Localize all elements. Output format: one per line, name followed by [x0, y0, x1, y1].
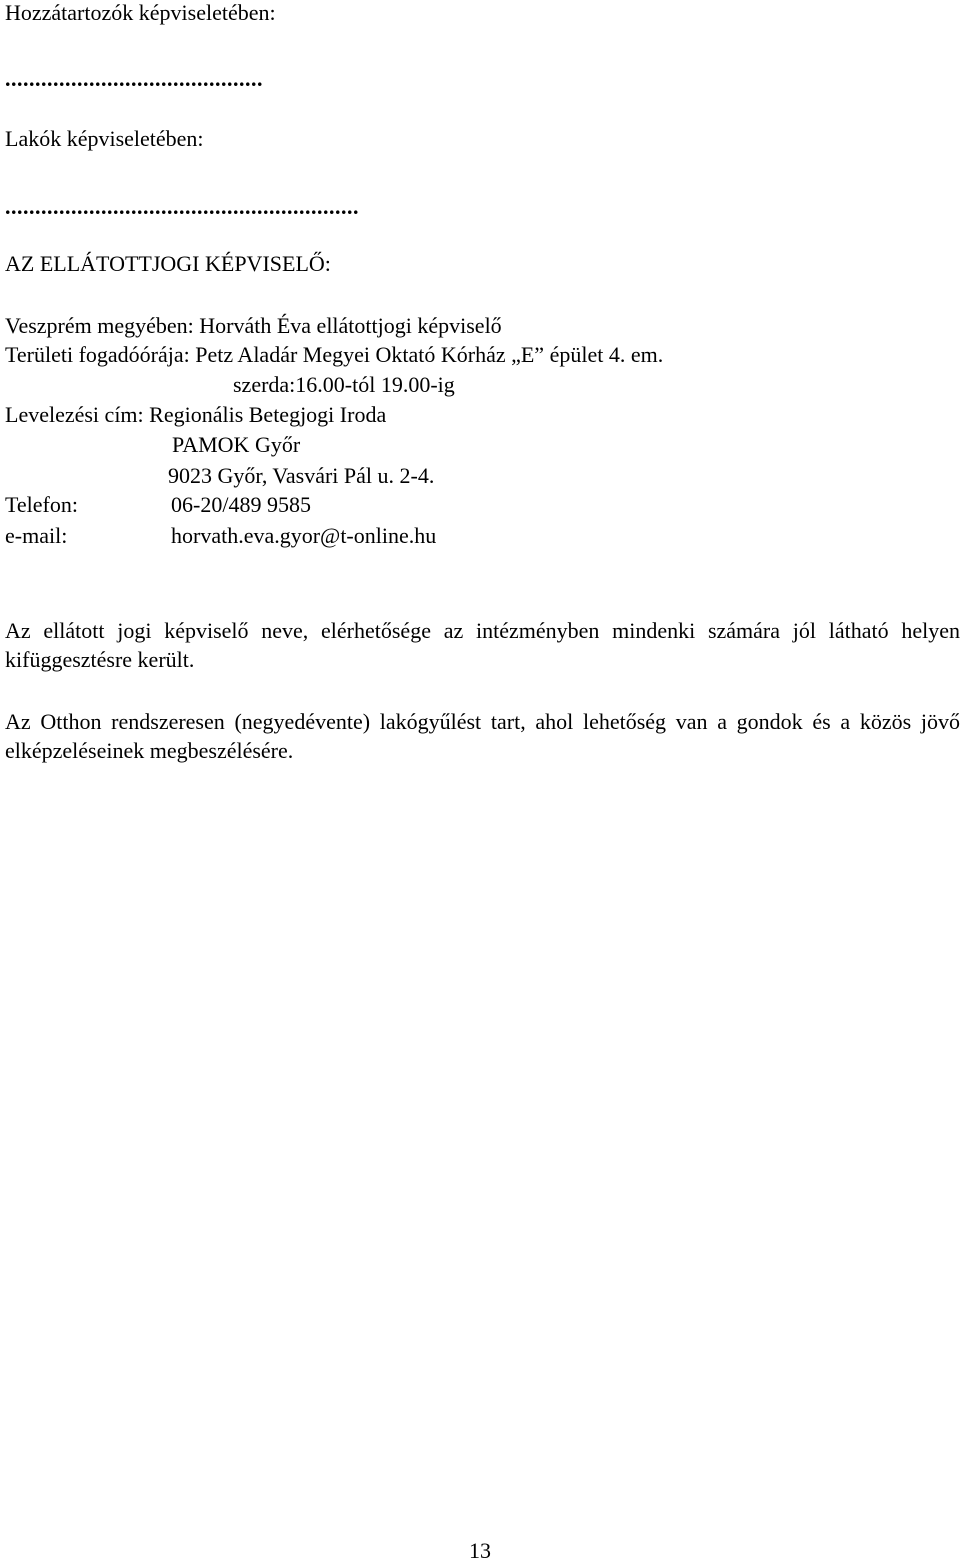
phone-row — [5, 492, 311, 518]
postal-label: Levelezési cím: — [5, 402, 144, 427]
email-row — [5, 523, 436, 549]
postal-address-row — [5, 402, 386, 428]
relatives-signature-line: ........................................... — [5, 66, 263, 91]
advocate-office-hours-line: Területi fogadóórája: Petz Aladár Megyei Oktató Kórház „E” épület 4. em. — [5, 342, 664, 367]
phone-label: Telefon: — [5, 492, 78, 517]
paragraph-advocate-notice: Az ellátott jogi képviselő neve, elérhetősége az intézményben mindenki számára jól látható helyen kifüggesztésre került. — [5, 618, 960, 672]
relatives-representative-label: Hozzátartozók képviseletében: — [5, 0, 276, 25]
residents-representative-label: Lakók képviseletében: — [5, 126, 204, 151]
advocate-schedule: szerda:16.00-tól 19.00-ig — [233, 372, 455, 397]
postal-org2: PAMOK Győr — [172, 432, 301, 457]
postal-street-address: 9023 Győr, Vasvári Pál u. 2-4. — [168, 463, 435, 488]
advocate-heading: AZ ELLÁTOTTJOGI KÉPVISELŐ: — [5, 251, 331, 276]
postal-org: Regionális Betegjogi Iroda — [149, 402, 387, 427]
email-label: e-mail: — [5, 523, 68, 548]
page-number: 13 — [469, 1538, 491, 1563]
residents-signature-line: ........................................................... — [5, 194, 359, 219]
phone-value: 06-20/489 9585 — [171, 492, 311, 517]
paragraph-resident-meetings: Az Otthon rendszeresen (negyedévente) lakógyűlést tart, ahol lehetőség van a gondok és a közös jövő elképzeléseinek megbeszélésére. — [5, 709, 960, 763]
email-value: horvath.eva.gyor@t-online.hu — [171, 523, 437, 548]
advocate-county-line: Veszprém megyében: Horváth Éva ellátottjogi képviselő — [5, 313, 502, 338]
